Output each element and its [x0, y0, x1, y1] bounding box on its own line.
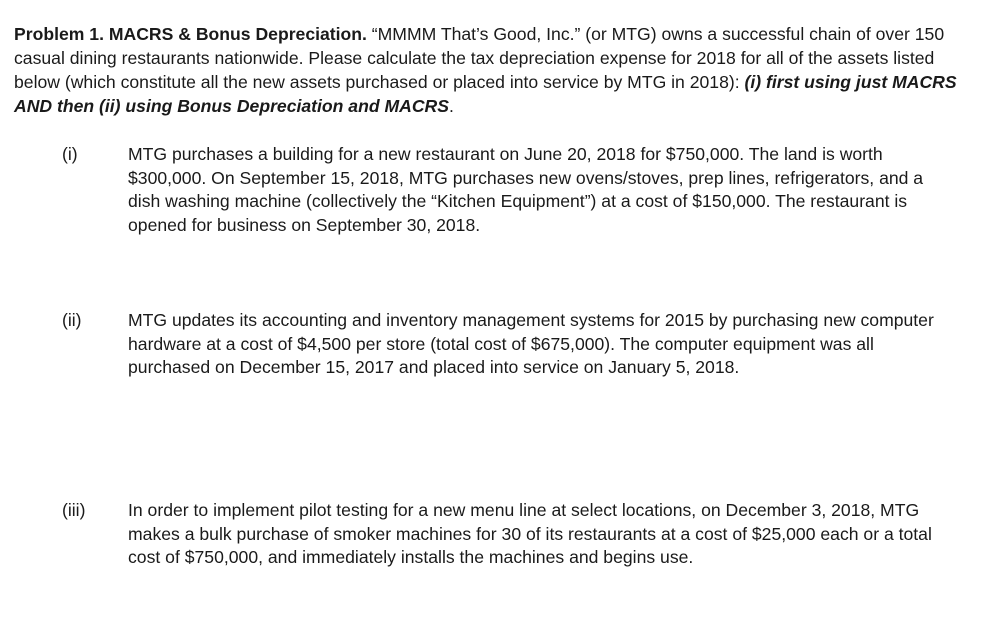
- item-number: (i): [62, 144, 78, 164]
- item-text: In order to implement pilot testing for a new menu line at select locations, on December 3, 2018, MTG makes a bulk purchase of smoker machines for 30 of its restaurants at a cost of $25,000 each or a total cost of $750,000, and immediately installs the machines and begins use.: [128, 500, 932, 567]
- item-text: MTG purchases a building for a new restaurant on June 20, 2018 for $750,000. The land is worth $300,000. On September 15, 2018, MTG purchases new ovens/stoves, prep lines, refrigerators, and a dish washing machine (collectively the “Kitchen Equipment”) at a cost of $150,000. The restaurant is opened for business on September 30, 2018.: [128, 144, 924, 235]
- item-text: MTG updates its accounting and inventory management systems for 2015 by purchasing new computer hardware at a cost of $4,500 per store (total cost of $675,000). The computer equipment was all purchased on December 15, 2017 and placed into service on January 5, 2018.: [128, 310, 934, 377]
- problem-intro: [14, 22, 964, 118]
- problem-intro-text: “MMMM That’s Good, Inc.” (or MTG) owns a successful chain of over 150 casual dining restaurants nationwide. Please calculate the tax depreciation expense for 2018 for all of the assets listed below (which constitute all the new assets purchased or placed into service by MTG in 2018):: [14, 24, 945, 92]
- item-number: (iii): [62, 500, 86, 520]
- problem-document: [14, 22, 964, 118]
- problem-heading: Problem 1. MACRS & Bonus Depreciation.: [14, 24, 367, 44]
- item-number: (ii): [62, 310, 82, 330]
- intro-end-period: .: [448, 96, 454, 116]
- problem-instruction: (i) first using just MACRS AND then (ii) using Bonus Depreciation and MACRS: [14, 72, 957, 116]
